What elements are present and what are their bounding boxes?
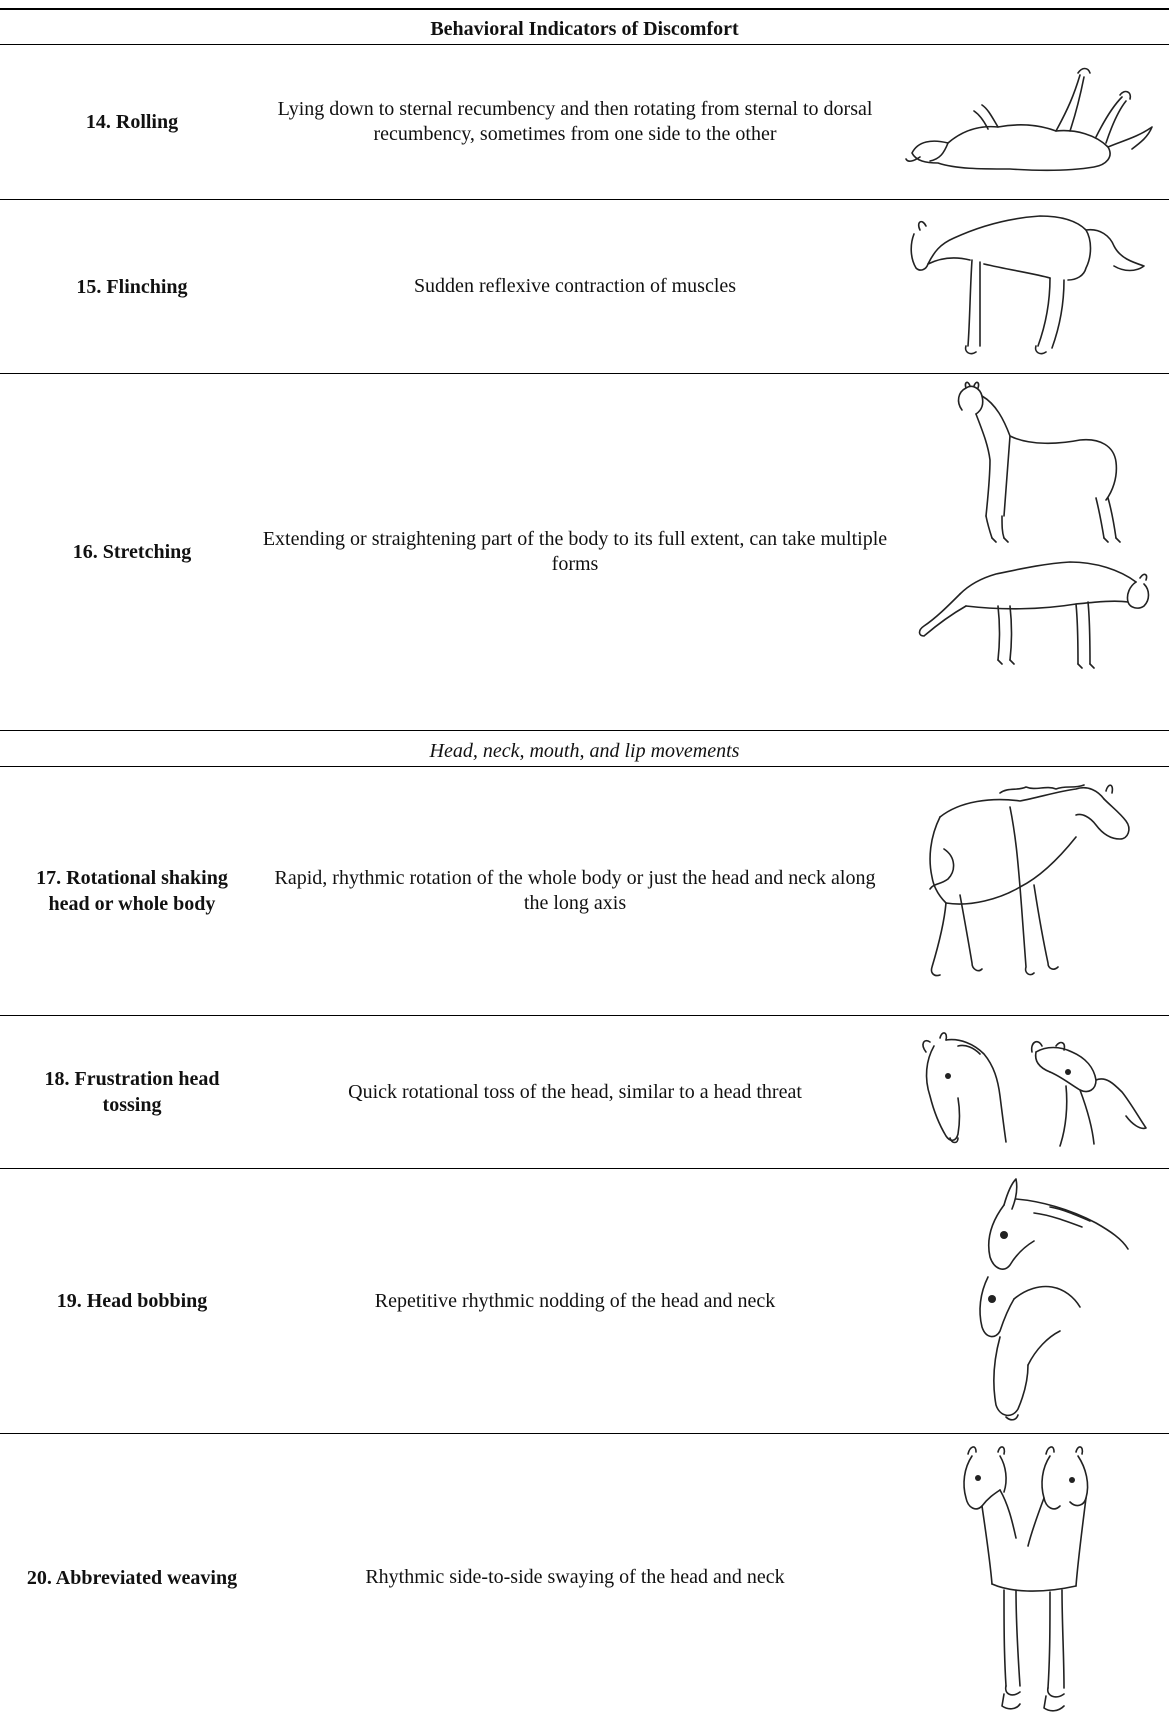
table-row [0, 45, 1169, 199]
horse-weaving-icon [900, 1434, 1169, 1721]
behavior-description: Sudden reflexive contraction of muscles [413, 275, 737, 297]
behavior-description: Rapid, rhythmic rotation of the whole body or just the head and neck along the long axis [274, 867, 876, 914]
horse-shaking-icon [900, 767, 1169, 1015]
top-rule [0, 8, 1169, 10]
table-row [0, 1016, 1169, 1168]
behavior-name: 18. Frustration head tossing [44, 1068, 220, 1116]
section-rule-top [0, 730, 1169, 731]
behavior-name: 14. Rolling [85, 111, 179, 133]
behavior-name: 17. Rotational shaking head or whole body [36, 867, 228, 915]
horse-head-bobbing-icon [900, 1169, 1169, 1433]
section-header-main: Behavioral Indicators of Discomfort [430, 18, 739, 40]
behavior-description: Rhythmic side-to-side swaying of the head and neck [365, 1566, 785, 1588]
behavior-name: 19. Head bobbing [56, 1290, 208, 1312]
behavior-name: 15. Flinching [76, 275, 188, 298]
table-row [0, 374, 1169, 730]
horse-rolling-icon [900, 45, 1169, 199]
behavior-description: Extending or straightening part of the body to its full extent, can take multiple forms [262, 528, 888, 575]
behavior-name: 20. Abbreviated weaving [26, 1566, 238, 1589]
table-row [0, 1434, 1169, 1721]
behavior-description: Lying down to sternal recumbency and then rotating from sternal to dorsal recumbency, sometimes from one side to the other [277, 98, 873, 145]
horse-head-tossing-icon [900, 1016, 1169, 1168]
table-row [0, 767, 1169, 1015]
table-row [0, 1169, 1169, 1433]
behavior-description: Quick rotational toss of the head, similar to a head threat [348, 1080, 802, 1103]
behavior-description: Repetitive rhythmic nodding of the head and neck [374, 1289, 776, 1312]
horse-stretching-icon [900, 374, 1169, 730]
behavior-name: 16. Stretching [72, 541, 192, 563]
table-row [0, 200, 1169, 373]
section-header-head: Head, neck, mouth, and lip movements [429, 740, 740, 762]
horse-flinching-icon [900, 200, 1169, 373]
